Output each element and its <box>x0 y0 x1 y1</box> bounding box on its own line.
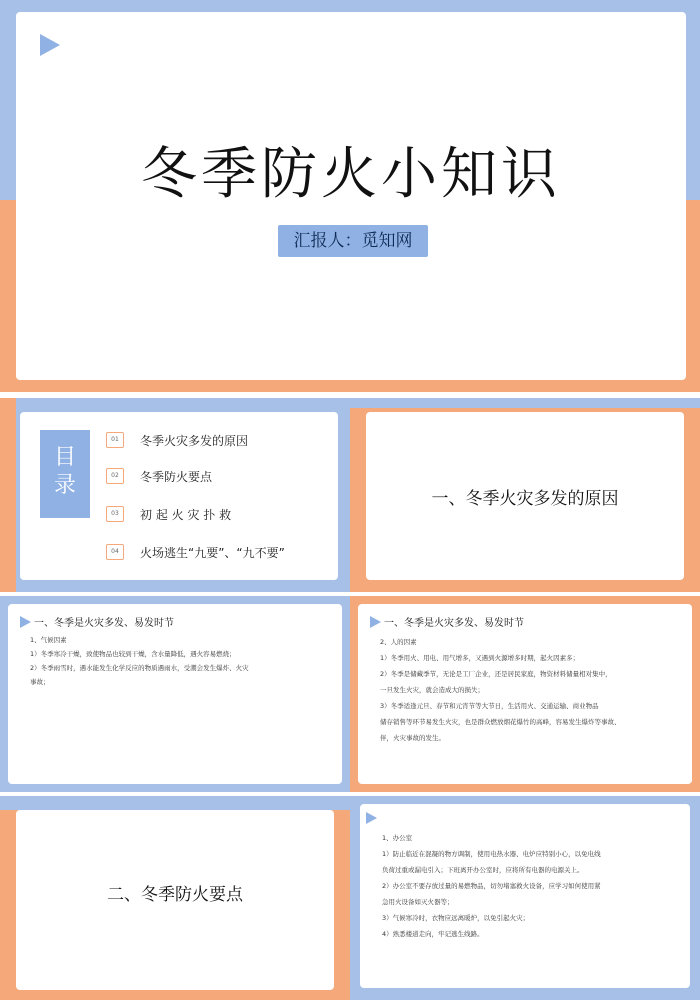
section2-card <box>16 810 334 990</box>
body-line: 3）气候寒冷时，衣物应远离暖炉，以免引起火灾； <box>382 914 530 922</box>
body-line: 急用火设备如灭火器等； <box>382 898 454 906</box>
toc-item-number: 04 <box>106 544 124 560</box>
cover-reporter-badge: 汇报人：觅知网 <box>278 225 428 257</box>
section1-slide <box>350 398 700 592</box>
play-triangle-icon <box>366 812 377 824</box>
toc-item-number: 03 <box>106 506 124 522</box>
body-line: 1、办公室 <box>382 834 413 842</box>
body-line: 事故； <box>30 678 50 686</box>
body-line: 储存销售等环节易发生火灾，也是群众燃放烟花爆竹的高峰，容易发生爆炸等事故、 <box>380 718 621 726</box>
body-line: 1）冬季用火、用电、用气增多，又遇到火源增多时期，起火因素多； <box>380 654 580 662</box>
human-factor-slide <box>350 596 700 792</box>
body-line: 1）防止临近在混凝的物方调制，使用电热水器、电炉应特别小心，以免电线 <box>382 850 601 858</box>
climate-card <box>8 604 342 784</box>
toc-item-number: 02 <box>106 468 124 484</box>
play-triangle-icon <box>40 34 60 56</box>
cover-card <box>16 12 686 380</box>
section1-blue-band <box>350 398 700 408</box>
toc-card <box>20 412 338 580</box>
body-line: 2、人的因素 <box>380 638 417 646</box>
body-line: 2）办公室不要存放过量的易燃物品，切勿堵塞救火设备，应学习如何使用紧 <box>382 882 601 890</box>
body-line: 伴，火灾事故的发生。 <box>380 734 445 742</box>
toc-orange-stripe <box>0 398 16 592</box>
section2-title: 二、冬季防火要点 <box>107 885 243 905</box>
body-line: 4）熟悉楼道走向，牢记逃生线路。 <box>382 930 484 938</box>
body-line: 1、气候因素 <box>30 636 67 644</box>
cover-title: 冬季防火小知识 <box>141 142 561 207</box>
body-line: 3）冬季适逢元旦、春节和元宵节等大节日，生活用火、交通运输、商业物品 <box>380 702 599 710</box>
office-slide <box>350 796 700 1000</box>
section1-title: 一、冬季火灾多发的原因 <box>431 489 619 509</box>
toc-item-number: 01 <box>106 432 124 448</box>
human-factor-card <box>358 604 692 784</box>
section2-slide <box>0 796 350 1000</box>
slide-heading: 一、冬季是火灾多发、易发时节 <box>34 618 174 629</box>
office-card <box>360 804 690 988</box>
body-line: 负荷过重或漏电引入；下班离开办公室时，应将所有电器的电源关上。 <box>382 866 584 874</box>
toc-item-label: 冬季火灾多发的原因 <box>140 434 249 448</box>
body-line: 2）冬季雨雪时，遇水能发生化学反应的物质遇雨水，受潮会发生爆炸、火灾 <box>30 664 249 672</box>
toc-heading <box>40 430 90 518</box>
climate-slide <box>0 596 350 792</box>
section1-card <box>366 412 684 580</box>
play-triangle-icon <box>370 616 381 628</box>
play-triangle-icon <box>20 616 31 628</box>
body-line: 2）冬季是储藏季节，无论是工厂企业，还是居民家庭，物资材料储量相对集中， <box>380 670 612 678</box>
toc-item-label: 初 起 火 灾 扑 救 <box>140 508 232 522</box>
body-line: 一旦发生火灾，就会造成大的损失； <box>380 686 484 694</box>
slide-heading: 一、冬季是火灾多发、易发时节 <box>384 618 524 629</box>
toc-item-label: 冬季防火要点 <box>140 470 213 484</box>
toc-heading-text: 目录 <box>53 445 76 498</box>
body-line: 1）冬季寒冷干燥，致使物品也较到干燥，含水量降低，遇火容易燃烧； <box>30 650 236 658</box>
section2-blue-band <box>0 796 350 810</box>
toc-item-label: 火场逃生“九要”、“九不要” <box>140 546 285 560</box>
toc-slide <box>0 398 350 592</box>
cover-slide <box>0 0 700 392</box>
